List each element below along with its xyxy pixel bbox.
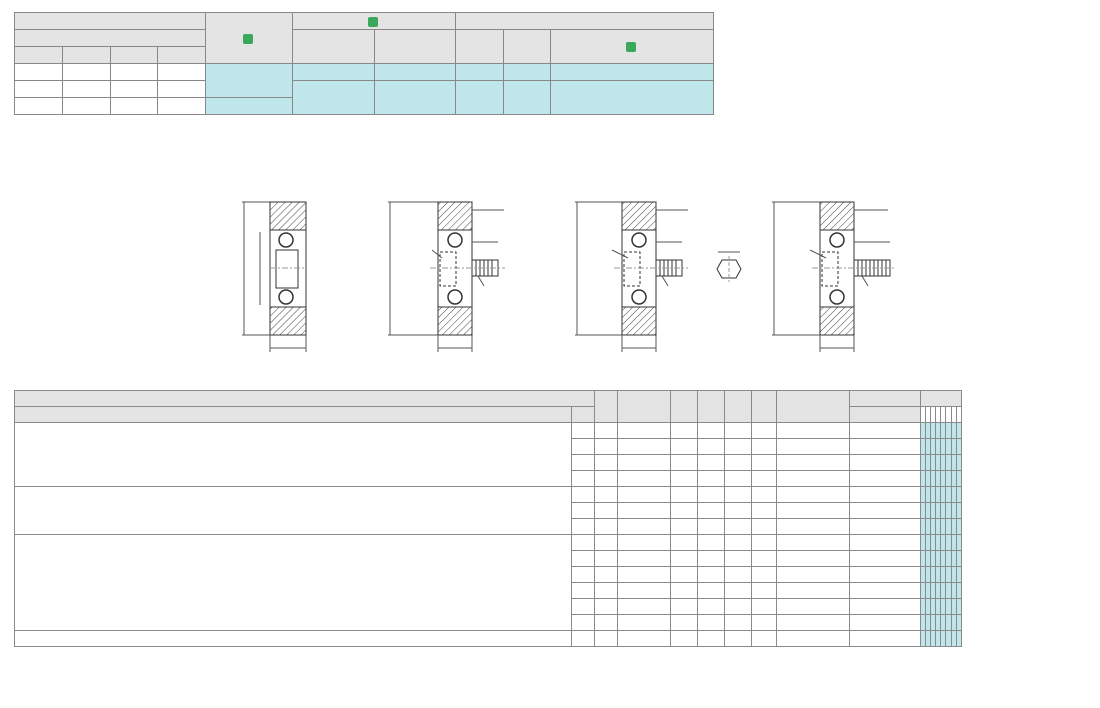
cell-bearing [776,519,849,535]
cell-F [670,439,697,455]
cell-B [697,519,724,535]
cell-d [594,487,617,503]
cell-load [849,471,920,487]
type-header [158,47,206,64]
cell-B [697,423,724,439]
cell-F [670,631,697,647]
availability-header [920,391,961,407]
model-cell [15,64,63,81]
cell-M [617,551,670,567]
cell-M [617,615,670,631]
cell-G [724,423,751,439]
shaft-std-cell [455,81,503,115]
cell-D [571,519,594,535]
cell-F [670,471,697,487]
cell-bearing [776,455,849,471]
cell-d [594,535,617,551]
availability-cell [956,615,961,631]
table-row [15,631,962,647]
bearing-eq-cell [374,64,455,81]
availability-cell [956,583,961,599]
cell-e [751,567,776,583]
drawing-plain [242,202,306,352]
cell-M [617,423,670,439]
cell-e [751,583,776,599]
cell-load [849,583,920,599]
availability-cell [956,551,961,567]
cell-load [849,519,920,535]
cell-e [751,455,776,471]
cell-D [571,615,594,631]
cell-load [849,615,920,631]
cell-e [751,631,776,647]
availability-cell [956,535,961,551]
cell-D [571,583,594,599]
cell-d [594,567,617,583]
cell-B [697,551,724,567]
cell-D [571,551,594,567]
model-header [15,13,206,30]
shaft-eq-header [503,30,551,64]
availability-cell [956,455,961,471]
availability-cell [956,487,961,503]
cell-bearing [776,487,849,503]
model-cell [110,64,158,81]
availability-cell [956,471,961,487]
cell-load [849,599,920,615]
cell-G [724,535,751,551]
material-header [206,13,293,64]
f-col-header [670,391,697,423]
cell-M [617,455,670,471]
bearing-eq-cell [374,81,455,115]
cell-load [849,567,920,583]
cell-d [594,551,617,567]
load-unit-header [849,407,920,423]
cell-load [849,487,920,503]
cell-e [751,439,776,455]
drawing-hex [575,202,741,352]
cell-F [670,551,697,567]
cell-e [751,535,776,551]
cell-B [697,567,724,583]
technical-drawings [0,190,1100,380]
model-cell [158,81,206,98]
cell-G [724,471,751,487]
cell-G [724,551,751,567]
cell-M [617,567,670,583]
cell-e [751,615,776,631]
cell-e [751,487,776,503]
cell-G [724,615,751,631]
cell-G [724,519,751,535]
cell-d [594,439,617,455]
cell-e [751,551,776,567]
material-badge-icon [368,17,378,27]
bearing-std-cell [293,64,374,81]
d-col-header [594,391,617,423]
cell-bearing [776,439,849,455]
shaft-std-header [455,30,503,64]
cell-bearing [776,615,849,631]
cell-e [751,599,776,615]
cell-F [670,519,697,535]
cell-D [571,535,594,551]
cell-bearing [776,567,849,583]
cell-bearing [776,583,849,599]
cell-load [849,439,920,455]
cell-F [670,567,697,583]
table-row [15,487,962,503]
type-header [15,47,63,64]
cell-F [670,487,697,503]
cell-D [571,471,594,487]
e-col-header [751,391,776,423]
D-col-header [571,407,594,423]
b-col-header [697,391,724,423]
table-row [15,423,962,439]
availability-cell [956,567,961,583]
cell-d [594,471,617,487]
cell-bearing [776,471,849,487]
material-badge-icon [243,34,253,44]
cell-G [724,439,751,455]
load-col-header [849,391,920,407]
cell-B [697,583,724,599]
cell-D [571,567,594,583]
drawing-external [388,202,505,352]
cell-D [571,487,594,503]
bearing-material-header [293,13,456,30]
cell-bearing [776,423,849,439]
cell-B [697,631,724,647]
model-cell [110,81,158,98]
cell-B [697,455,724,471]
cell-d [594,599,617,615]
cell-F [670,535,697,551]
material-cell [206,64,293,98]
cell-G [724,583,751,599]
availability-cell [956,599,961,615]
surface-cell [551,81,714,115]
cell-F [670,615,697,631]
type-col-header [15,391,595,407]
cell-D [571,423,594,439]
cell-d [594,519,617,535]
model-cell [158,64,206,81]
cell-d [594,423,617,439]
dimension-table [14,390,962,647]
bearing-std-cell [293,81,374,115]
type-header [110,47,158,64]
cell-d [594,455,617,471]
model-cell [62,64,110,81]
cell-load [849,551,920,567]
model-cell [15,98,63,115]
type-header [62,47,110,64]
type-group-cell [15,535,572,631]
shaft-std-cell [455,64,503,81]
cell-F [670,503,697,519]
cell-e [751,519,776,535]
cell-B [697,535,724,551]
cell-D [571,503,594,519]
availability-cell [956,423,961,439]
cell-e [751,471,776,487]
g-col-header [724,391,751,423]
availability-cell [956,519,961,535]
cell-B [697,471,724,487]
cell-M [617,631,670,647]
model-col-header [15,407,572,423]
cell-M [617,439,670,455]
availability-cell [956,631,961,647]
bearing-eq-header [374,30,455,64]
cell-M [617,487,670,503]
shaft-header [455,13,713,30]
cell-D [571,631,594,647]
cell-B [697,439,724,455]
bearing-std-header [293,30,374,64]
cell-load [849,535,920,551]
no-retain-ring-header [15,30,206,47]
cell-G [724,599,751,615]
cell-bearing [776,535,849,551]
availability-cell [956,439,961,455]
model-cell [158,98,206,115]
cell-D [571,455,594,471]
cell-d [594,631,617,647]
cell-load [849,631,920,647]
cell-B [697,487,724,503]
model-cell [15,81,63,98]
cell-G [724,487,751,503]
cell-G [724,631,751,647]
cell-D [571,439,594,455]
cell-d [594,503,617,519]
type-group-cell [15,487,572,535]
surface-header [551,30,714,64]
material-spec-table [14,12,714,115]
cell-F [670,599,697,615]
model-cell [62,98,110,115]
cell-M [617,535,670,551]
cell-e [751,503,776,519]
cell-D [571,599,594,615]
cell-G [724,455,751,471]
cell-d [594,583,617,599]
cell-bearing [776,551,849,567]
cell-load [849,503,920,519]
cell-F [670,423,697,439]
cell-M [617,519,670,535]
cell-B [697,599,724,615]
model-cell [110,98,158,115]
type-group-cell [15,423,572,487]
surface-badge-icon [626,42,636,52]
cell-M [617,583,670,599]
table-row [15,535,962,551]
cell-G [724,503,751,519]
cell-G [724,567,751,583]
model-cell [62,81,110,98]
drawing-long [772,202,896,352]
cell-d [594,615,617,631]
cell-B [697,615,724,631]
cell-F [670,583,697,599]
cell-M [617,503,670,519]
cell-B [697,503,724,519]
cell-bearing [776,631,849,647]
bearing-col-header [776,391,849,423]
shaft-eq-cell [503,81,551,115]
surface-cell [551,64,714,81]
cell-bearing [776,503,849,519]
cell-load [849,423,920,439]
avail-col-RUEL [956,407,961,423]
cell-e [751,423,776,439]
shaft-eq-cell [503,64,551,81]
cell-load [849,455,920,471]
cell-bearing [776,599,849,615]
availability-cell [956,503,961,519]
m-col-header [617,391,670,423]
note-1 [14,118,20,135]
cell-M [617,471,670,487]
cell-M [617,599,670,615]
type-group-cell [15,631,572,647]
material-cell [206,98,293,115]
cell-F [670,455,697,471]
